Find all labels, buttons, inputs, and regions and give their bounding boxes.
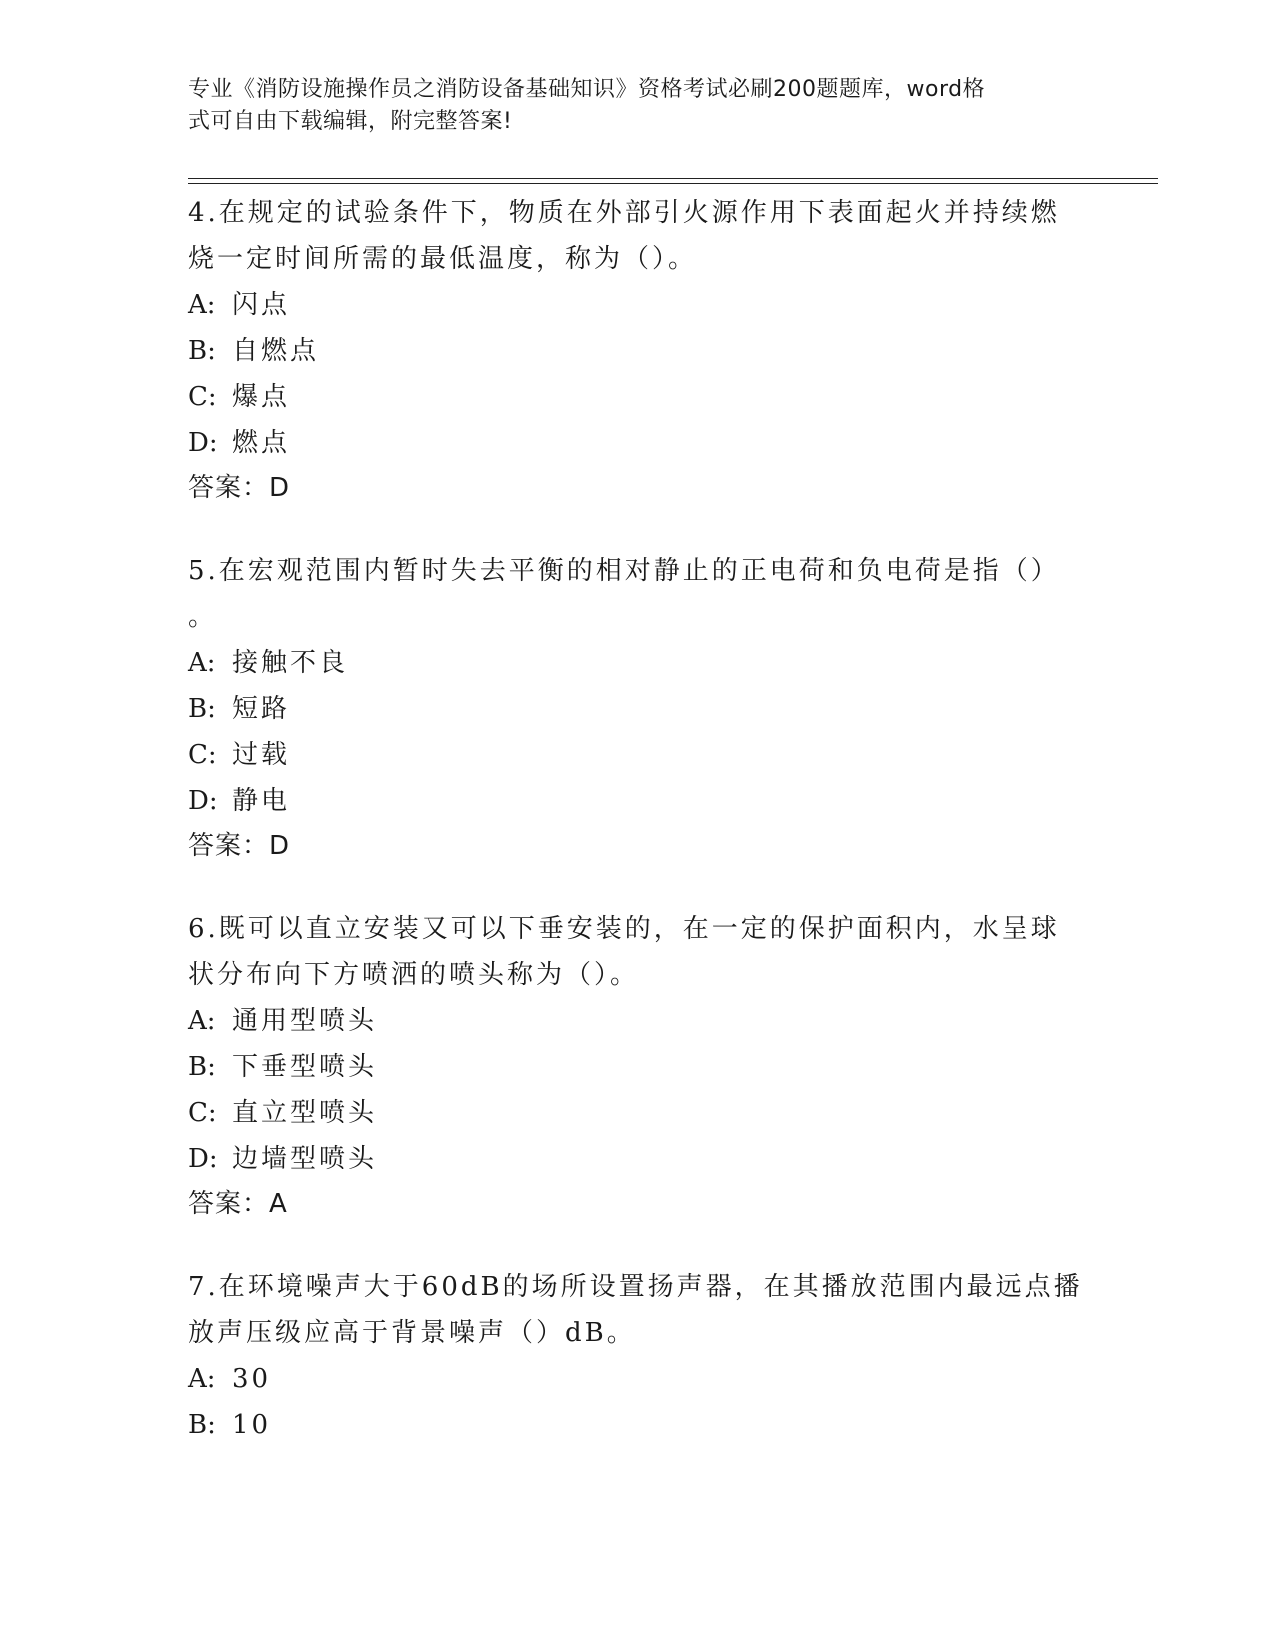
option-b xyxy=(188,328,1088,374)
question-stem-line-1: 4.在规定的试验条件下，物质在外部引火源作用下表面起火并持续燃 xyxy=(188,198,1060,228)
option-b xyxy=(188,1402,1088,1448)
header-divider-top xyxy=(188,178,1158,179)
option-text: 闪点 xyxy=(232,290,291,320)
option-b xyxy=(188,686,1088,732)
document-header xyxy=(188,74,1068,138)
answer-label: 答案：D xyxy=(188,831,291,861)
option-a xyxy=(188,1356,1088,1402)
option-letter: B: xyxy=(188,1052,216,1082)
question-stem-line-1: 7.在环境噪声大于60dB的场所设置扬声器，在其播放范围内最远点播 xyxy=(188,1272,1083,1302)
option-text: 接触不良 xyxy=(232,648,349,678)
option-d xyxy=(188,778,1088,824)
question-stem-line-1: 6.既可以直立安装又可以下垂安装的，在一定的保护面积内，水呈球 xyxy=(188,914,1060,944)
option-text: 自燃点 xyxy=(232,336,320,366)
option-letter: A: xyxy=(188,1006,216,1036)
header-line-2: 式可自由下载编辑，附完整答案! xyxy=(188,109,513,134)
option-letter: A: xyxy=(188,290,216,320)
option-d xyxy=(188,420,1088,466)
answer-label: 答案：D xyxy=(188,473,291,503)
question-stem-line-2: 状分布向下方喷洒的喷头称为（）。 xyxy=(188,960,640,990)
option-text: 30 xyxy=(232,1364,272,1394)
question-stem-line-1: 5.在宏观范围内暂时失去平衡的相对静止的正电荷和负电荷是指（） xyxy=(188,556,1060,586)
question-list xyxy=(188,190,1088,1486)
option-text: 燃点 xyxy=(232,428,291,458)
option-letter: B: xyxy=(188,694,216,724)
option-text: 过载 xyxy=(232,740,291,770)
answer-label: 答案：A xyxy=(188,1189,288,1219)
option-c xyxy=(188,732,1088,778)
question-7 xyxy=(188,1264,1088,1448)
header-divider-bottom xyxy=(188,183,1158,184)
option-text: 边墙型喷头 xyxy=(232,1144,378,1174)
option-c xyxy=(188,374,1088,420)
question-stem xyxy=(188,548,1088,640)
option-text: 直立型喷头 xyxy=(232,1098,378,1128)
option-letter: C: xyxy=(188,740,217,770)
option-letter: B: xyxy=(188,336,216,366)
option-letter: D: xyxy=(188,786,218,816)
option-letter: A: xyxy=(188,648,216,678)
option-a xyxy=(188,282,1088,328)
question-stem-line-2: 烧一定时间所需的最低温度，称为（）。 xyxy=(188,244,698,274)
header-line-1: 专业《消防设施操作员之消防设备基础知识》资格考试必刷200题题库，word格 xyxy=(188,77,986,102)
option-b xyxy=(188,1044,1088,1090)
question-stem xyxy=(188,190,1088,282)
question-4 xyxy=(188,190,1088,510)
question-stem-line-2: 放声压级应高于背景噪声（）dB。 xyxy=(188,1318,636,1348)
option-a xyxy=(188,998,1088,1044)
option-letter: D: xyxy=(188,1144,218,1174)
question-stem-line-2: 。 xyxy=(188,602,218,632)
question-6 xyxy=(188,906,1088,1226)
option-d xyxy=(188,1136,1088,1182)
option-text: 下垂型喷头 xyxy=(232,1052,378,1082)
option-letter: C: xyxy=(188,382,217,412)
option-a xyxy=(188,640,1088,686)
question-stem xyxy=(188,906,1088,998)
question-stem xyxy=(188,1264,1088,1356)
option-text: 短路 xyxy=(232,694,291,724)
question-5 xyxy=(188,548,1088,868)
option-text: 通用型喷头 xyxy=(232,1006,378,1036)
option-letter: C: xyxy=(188,1098,217,1128)
option-letter: A: xyxy=(188,1364,216,1394)
option-c xyxy=(188,1090,1088,1136)
option-letter: B: xyxy=(188,1410,216,1440)
option-letter: D: xyxy=(188,428,218,458)
option-text: 10 xyxy=(232,1410,272,1440)
option-text: 静电 xyxy=(232,786,291,816)
option-text: 爆点 xyxy=(232,382,291,412)
